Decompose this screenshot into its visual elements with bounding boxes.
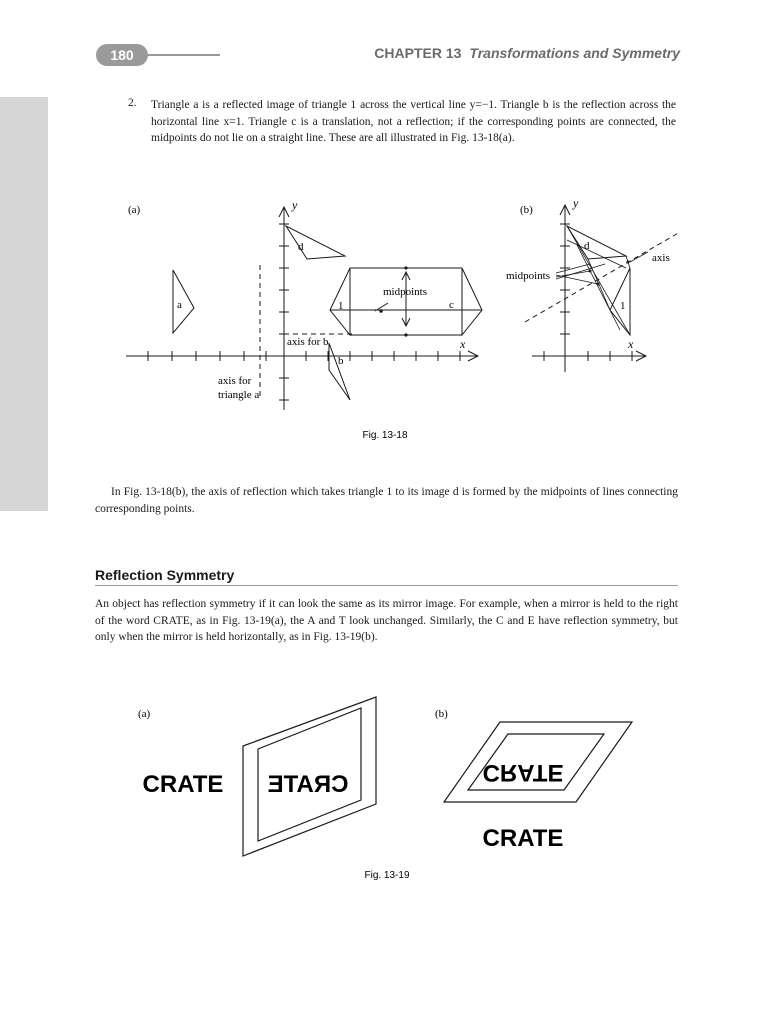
chapter-title: Transformations and Symmetry (469, 45, 680, 61)
y-label-a: y (292, 198, 298, 212)
triangle-c-label: c (449, 299, 454, 311)
crate-word-b: CRATE (482, 825, 564, 852)
chapter-label: CHAPTER 13 (374, 45, 462, 61)
axis-label-b: axis (652, 252, 670, 264)
triangle-b (329, 343, 350, 400)
problem-number: 2. (128, 97, 137, 109)
section-title: Reflection Symmetry (95, 567, 235, 583)
triangle-d-label: d (298, 241, 304, 253)
fig18-panel-a-label: (a) (128, 204, 141, 216)
fig18-caption: Fig. 13-18 (362, 430, 408, 441)
triangle-a-label: a (177, 299, 182, 311)
triangle-d (286, 226, 345, 259)
section-text: An object has reflection symmetry if it can look the same as its mirror image. For example, when a mirror is held to the right of the word CRATE, as in Fig. 13-19(a), the A and T look unchanged. Similarly, the C and E have reflection symmetry, but only when the mirror is held horizontally, as in Fig. 13-19(b). (95, 598, 678, 643)
problem-text: Triangle a is a reflected image of triangle 1 across the vertical line y=−1. Triangle b is the reflection across the horizontal line x=1. Triangle c is a translation, not a reflection; if the corresponding points are connected, the midpoints do not lie on a straight line. These are all illustrated in Fig. 13-18(a). (151, 99, 676, 144)
fig19-panel-b-label: (b) (435, 708, 448, 720)
axis-for-label-line1: axis for (218, 375, 252, 387)
triangle-1-b-label: 1 (620, 300, 626, 312)
axis-for-label-line2: triangle a (218, 389, 260, 401)
midpoints-label-a: midpoints (383, 286, 428, 298)
crate-mirrored-horizontal: CRATE (267, 771, 349, 798)
crate-word-a: CRATE (142, 771, 224, 798)
figure-13-18 (0, 0, 771, 450)
midpoints-label-b: midpoints (506, 270, 551, 282)
y-label-b: y (573, 196, 579, 210)
fig18-explanation: In Fig. 13-18(b), the axis of reflection which takes triangle 1 to its image d is formed by the midpoints of lines connecting corresponding points. (95, 486, 678, 515)
triangle-c (462, 268, 482, 335)
section-rule (95, 585, 678, 586)
fig19-caption: Fig. 13-19 (364, 870, 410, 881)
axis-leader-b (630, 252, 648, 262)
axis-for-b-label: axis for b (287, 336, 329, 348)
x-label-a: x (460, 337, 466, 351)
figure-13-19 (0, 690, 771, 890)
crate-mirrored-vertical: CRATE (482, 759, 564, 786)
triangle-1-label: 1 (338, 300, 344, 312)
fig18-panel-b-label: (b) (520, 204, 533, 216)
triangle-d-b-label: d (584, 240, 590, 252)
page-number-badge: 180 (96, 44, 148, 66)
fig19-panel-a-label: (a) (138, 708, 151, 720)
x-label-b: x (628, 337, 634, 351)
triangle-b-label: b (338, 355, 344, 367)
